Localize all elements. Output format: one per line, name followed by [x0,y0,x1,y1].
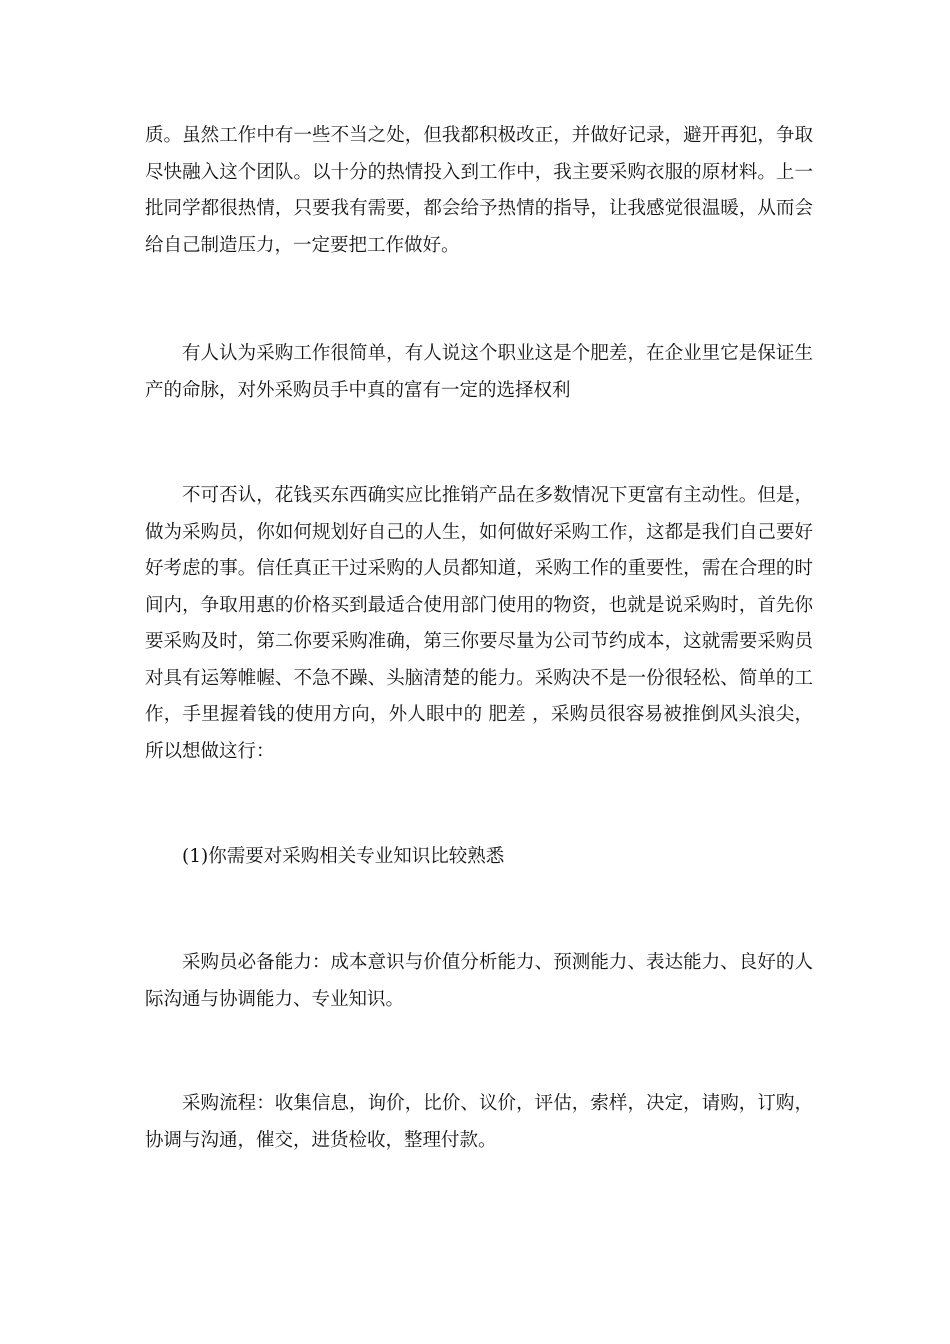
paragraph-purchasing-role: 不可否认，花钱买东西确实应比推销产品在多数情况下更富有主动性。但是，做为采购员，你如何规划好自己的人生，如何做好采购工作，这都是我们自己要好好考虑的事。信任真正干过采购的人员都知道，采购工作的重要性，需在合理的时间内，争取用惠的价格买到最适合使用部门使用的物资，也就是说采购时，首先你要采购及时，第二你要采购准确，第三你要尽量为公司节约成本，这就需要采购员对具有运筹帷幄、不急不躁、头脑清楚的能力。采购决不是一份很轻松、简单的工作，手里握着钱的使用方向，外人眼中的 肥差 ，采购员很容易被推倒风头浪尖，所以想做这行： [145,485,813,762]
paragraph-purchasing-process: 采购流程：收集信息，询价，比价、议价，评估，索样，决定，请购，订购，协调与沟通，催交，进货检收，整理付款。 [145,1093,813,1151]
paragraph-required-abilities: 采购员必备能力：成本意识与价值分析能力、预测能力、表达能力、良好的人际沟通与协调能力、专业知识。 [145,952,813,1010]
paragraph-continuation: 质。虽然工作中有一些不当之处，但我都积极改正，并做好记录，避开再犯，争取尽快融入这个团队。以十分的热情投入到工作中，我主要采购衣服的原材料。上一批同学都很热情，只要我有需要，都会给予热情的指导，让我感觉很温暖，从而会给自己制造压力，一定要把工作做好。 [145,125,813,256]
paragraph-requirement-1: (1)你需要对采购相关专业知识比较熟悉 [182,846,505,867]
paragraph-purchasing-view: 有人认为采购工作很简单，有人说这个职业这是个肥差，在企业里它是保证生产的命脉，对外采购员手中真的富有一定的选择权利 [145,343,813,401]
